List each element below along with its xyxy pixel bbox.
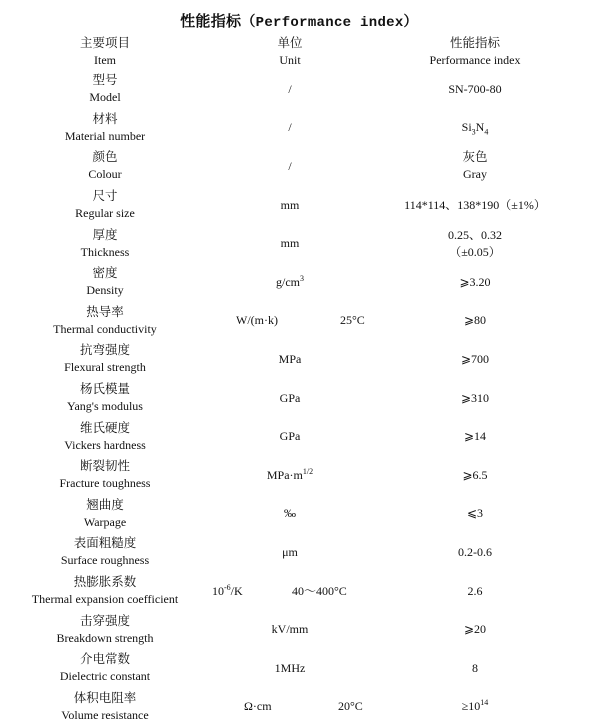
unit-cell: 1MHz xyxy=(200,649,380,688)
value-cell: ⩾20 xyxy=(380,610,570,649)
value-cell: $\ge 10^{14}$ xyxy=(380,688,570,726)
table-header xyxy=(0,34,598,70)
table-row xyxy=(0,456,598,495)
unit-cell: / xyxy=(200,70,380,109)
item-name: 厚度 Thickness xyxy=(10,224,200,263)
unit-cell: $MPa\cdot m^{1/2}$ xyxy=(200,456,380,495)
unit-cell: MPa xyxy=(200,340,380,379)
value-cell: 2.6 xyxy=(380,572,570,611)
unit-cell: $g/cm^3$ xyxy=(200,263,380,302)
value-cell: ⩾14 xyxy=(380,417,570,456)
item-name: 热膨胀系数 Thermal expansion coefficient xyxy=(10,572,200,611)
value-cell: $Si_3N_4$ xyxy=(380,109,570,148)
item-name: 尺寸 Regular size xyxy=(10,186,200,225)
item-name: 表面粗糙度 Surface roughness xyxy=(10,533,200,572)
unit-cell: / xyxy=(200,147,380,186)
item-name: 维氏硬度 Vickers hardness xyxy=(10,417,200,456)
header-unit: 单位 Unit xyxy=(200,34,380,70)
table-row xyxy=(0,495,598,534)
unit-cell: W/(m·k) 25°C xyxy=(200,302,380,341)
table-row xyxy=(0,302,598,341)
value-cell: 114*114、138*190（±1%） xyxy=(380,186,570,225)
table-row xyxy=(0,688,598,726)
table-row xyxy=(0,147,598,186)
table-row xyxy=(0,379,598,418)
table-row xyxy=(0,417,598,456)
table-row xyxy=(0,572,598,611)
value-cell: ⩽3 xyxy=(380,495,570,534)
value-cell: ⩾6.5 xyxy=(380,456,570,495)
unit-cell: GPa xyxy=(200,417,380,456)
table-row xyxy=(0,649,598,688)
unit-cell: mm xyxy=(200,186,380,225)
title-en: （Performance index） xyxy=(241,15,418,31)
item-name: 材料 Material number xyxy=(10,109,200,148)
item-name: 介电常数 Dielectric constant xyxy=(10,649,200,688)
table-row xyxy=(0,186,598,225)
unit-cell: mm xyxy=(200,224,380,263)
unit-cell: μm xyxy=(200,533,380,572)
table-row xyxy=(0,610,598,649)
item-name: 密度 Density xyxy=(10,263,200,302)
value-cell: SN-700-80 xyxy=(380,70,570,109)
item-name: 翘曲度 Warpage xyxy=(10,495,200,534)
value-cell: ⩾700 xyxy=(380,340,570,379)
header-value: 性能指标 Performance index xyxy=(380,34,570,70)
unit-cell: / xyxy=(200,109,380,148)
table-row xyxy=(0,70,598,109)
item-name: 体积电阻率 Volume resistance xyxy=(10,688,200,726)
item-name: 击穿强度 Breakdown strength xyxy=(10,610,200,649)
value-cell: 0.2-0.6 xyxy=(380,533,570,572)
value-cell: ⩾80 xyxy=(380,302,570,341)
value-cell: 8 xyxy=(380,649,570,688)
table-row xyxy=(0,224,598,263)
item-name: 抗弯强度 Flexural strength xyxy=(10,340,200,379)
title-zh: 性能指标 xyxy=(180,14,241,30)
unit-cell: ‰ xyxy=(200,495,380,534)
header-item: 主要项目 Item xyxy=(10,34,200,70)
value-cell: 0.25、0.32 （±0.05） xyxy=(380,224,570,263)
table-row xyxy=(0,340,598,379)
table-row xyxy=(0,263,598,302)
item-name: 断裂韧性 Fracture toughness xyxy=(10,456,200,495)
value-cell: 灰色 Gray xyxy=(380,147,570,186)
value-cell: ⩾310 xyxy=(380,379,570,418)
performance-table xyxy=(0,34,598,726)
item-name: 型号 Model xyxy=(10,70,200,109)
table-row xyxy=(0,109,598,148)
unit-cell: Ω·cm 20°C xyxy=(200,688,380,726)
unit-cell: kV/mm xyxy=(200,610,380,649)
value-cell: ⩾3.20 xyxy=(380,263,570,302)
unit-cell: $10^{-6}/K$ 40～400°C xyxy=(200,572,380,611)
item-name: 杨氏模量 Yang's modulus xyxy=(10,379,200,418)
item-name: 热导率 Thermal conductivity xyxy=(10,302,200,341)
item-name: 颜色 Colour xyxy=(10,147,200,186)
page-title xyxy=(0,10,598,31)
unit-cell: GPa xyxy=(200,379,380,418)
table-row xyxy=(0,533,598,572)
